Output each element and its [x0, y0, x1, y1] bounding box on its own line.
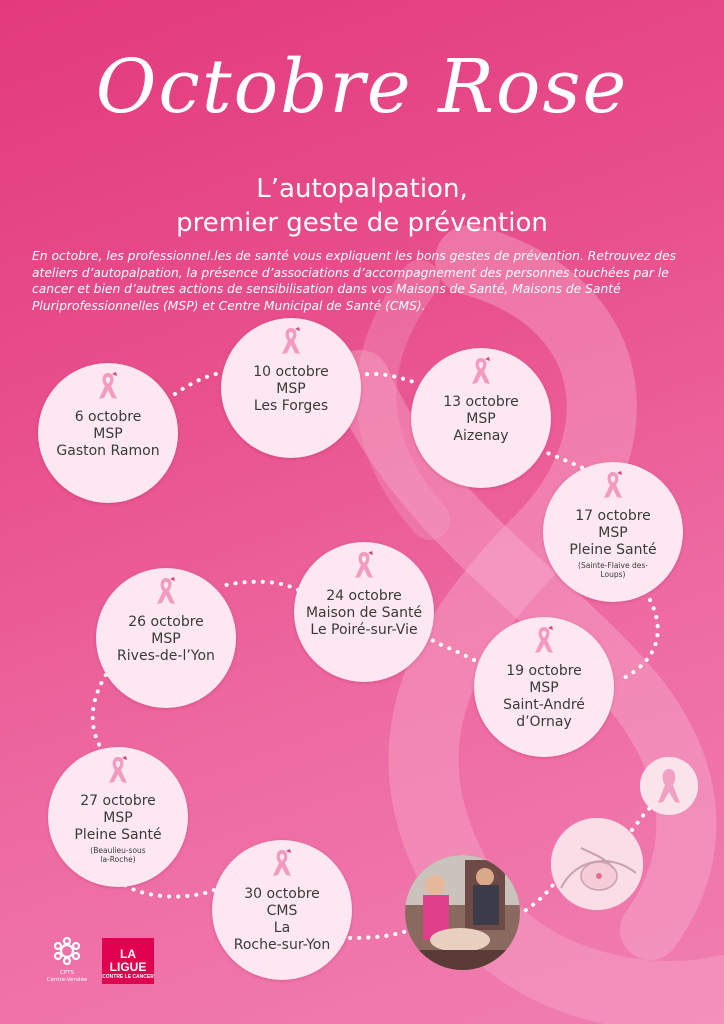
- event-place-line-2: d’Ornay: [516, 714, 572, 730]
- event-type: MSP: [103, 810, 133, 826]
- event-place: Aizenay: [453, 428, 509, 444]
- event-place-line-2: Roche-sur-Yon: [233, 937, 331, 953]
- intro-paragraph: En octobre, les professionnel.les de santé vous expliquent les bons gestes de prévention. Retrouvez des ateliers d’autopalpation, la présence d’associations d’accompagnement des personnes touchées par le cancer et bien d’autres actions de sensibilisation dans vos Maisons de Santé, Maisons de Santé Pluriprofessionnelles (MSP) et Centre Municipal de Santé (CMS).: [32, 249, 677, 313]
- event-date: 6 octobre: [74, 409, 142, 425]
- event-type: Maison de Santé: [305, 605, 423, 621]
- cpts-emblem-icon: [52, 936, 82, 966]
- event-place: Rives-de-l’Yon: [117, 648, 215, 664]
- subtitle-line-2: premier geste de prévention: [176, 208, 548, 238]
- event-type: MSP: [598, 525, 628, 541]
- workshop-photo: [405, 855, 520, 970]
- event-place: Les Forges: [253, 398, 329, 414]
- event-place: Pleine Santé: [569, 542, 657, 558]
- cpts-label: CPTS: [59, 970, 74, 976]
- event-circle-24-octobre: [294, 542, 434, 682]
- ligue-name: LA LIGUE: [109, 947, 147, 974]
- event-place: Le Poiré-sur-Vie: [310, 622, 418, 638]
- event-circle-17-octobre: [543, 462, 683, 602]
- event-circle-10-octobre: [221, 318, 361, 458]
- page-subtitle: [0, 172, 724, 240]
- event-type: MSP: [529, 680, 559, 696]
- ribbon-badge: [640, 757, 698, 815]
- ligue-contre-le-cancer-logo: [102, 938, 154, 984]
- pink-ribbon-icon: [106, 755, 130, 787]
- event-type: MSP: [151, 631, 181, 647]
- event-note: (Beaulieu-sous la-Roche): [90, 846, 146, 864]
- event-place: La: [273, 920, 291, 936]
- event-circle-30-octobre: [212, 840, 352, 980]
- event-note: (Sainte-Flaive des-Loups): [578, 561, 648, 579]
- event-circle-27-octobre: [48, 747, 188, 887]
- pink-ribbon-icon: [270, 848, 294, 880]
- event-place: Saint-André: [503, 697, 585, 713]
- subtitle-line-1: L’autopalpation,: [256, 174, 468, 204]
- pink-ribbon-icon: [352, 550, 376, 582]
- ligue-tagline: CONTRE LE CANCER: [102, 974, 154, 980]
- event-date: 24 octobre: [326, 588, 402, 604]
- pink-ribbon-icon: [601, 470, 625, 502]
- page-title: Octobre Rose: [95, 44, 629, 130]
- event-circle-6-octobre: [38, 363, 178, 503]
- event-type: MSP: [276, 381, 306, 397]
- self-exam-illustration: [551, 818, 643, 910]
- event-date: 30 octobre: [244, 886, 320, 902]
- pink-ribbon-icon: [96, 371, 120, 403]
- cpts-logo: [44, 936, 90, 983]
- event-date: 26 octobre: [128, 614, 204, 630]
- pink-ribbon-icon: [532, 625, 556, 657]
- event-date: 27 octobre: [80, 793, 156, 809]
- event-type: MSP: [466, 411, 496, 427]
- event-place: Gaston Ramon: [56, 443, 160, 459]
- event-date: 13 octobre: [443, 394, 519, 410]
- event-type: MSP: [93, 426, 123, 442]
- event-date: 17 octobre: [575, 508, 651, 524]
- event-circle-19-octobre: [474, 617, 614, 757]
- event-date: 10 octobre: [253, 364, 329, 380]
- event-circle-13-octobre: [411, 348, 551, 488]
- event-type: CMS: [266, 903, 298, 919]
- pink-ribbon-icon: [469, 356, 493, 388]
- pink-ribbon-icon: [154, 576, 178, 608]
- cpts-sublabel: Centre-Vendée: [46, 976, 88, 983]
- event-date: 19 octobre: [506, 663, 582, 679]
- event-place: Pleine Santé: [74, 827, 162, 843]
- pink-ribbon-icon: [279, 326, 303, 358]
- event-circle-26-octobre: [96, 568, 236, 708]
